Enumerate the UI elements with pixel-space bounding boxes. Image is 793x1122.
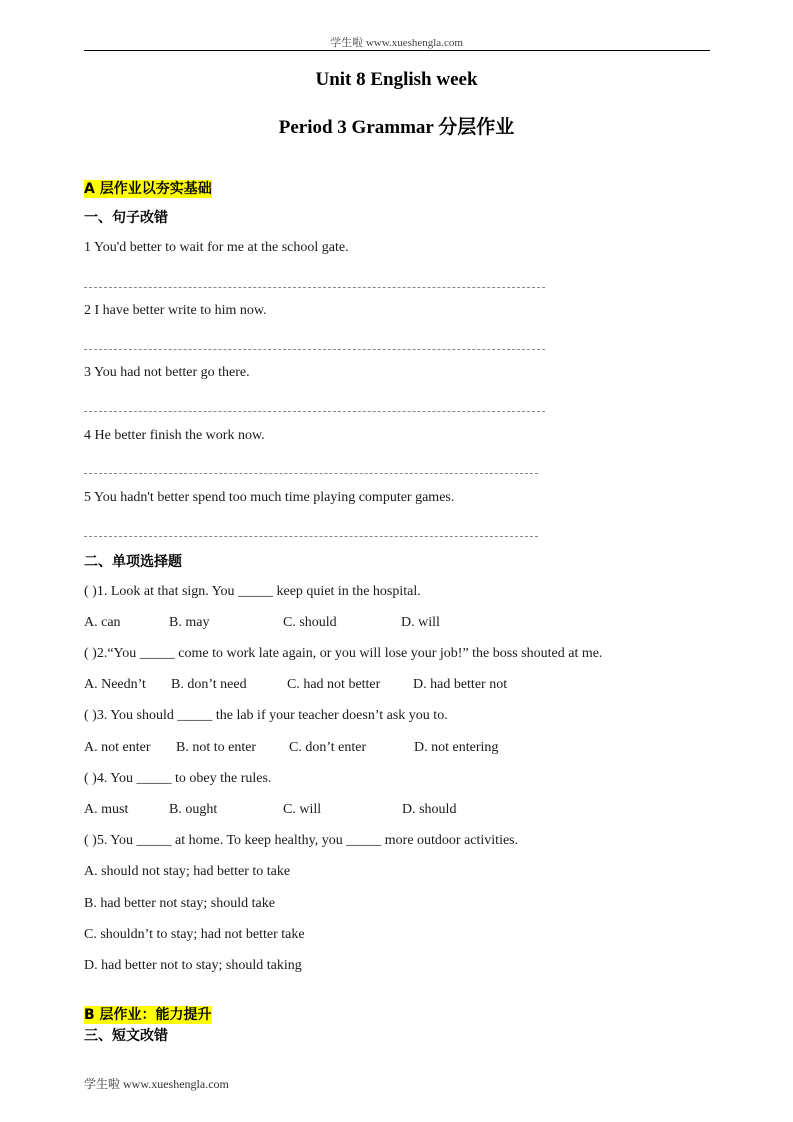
correction-item-5: 5 You hadn't better spend too much time playing computer games. [84,490,455,505]
option-b: B. not to enter [176,740,257,755]
option-b: B. may [169,615,210,630]
header-rule [84,50,710,51]
correction-item-2: 2 I have better write to him now. [84,303,267,318]
answer-line-1[interactable] [84,287,545,288]
option-a: A. not enter [84,740,151,755]
option-c: C. will [283,802,322,817]
option-d: D. had better not [413,677,508,692]
question-5-option-b: B. had better not stay; should take [84,896,275,911]
option-c: C. had not better [287,677,381,692]
option-c: C. don’t enter [289,740,367,755]
correction-item-4: 4 He better finish the work now. [84,428,265,443]
question-1-stem: ( )1. Look at that sign. You _____ keep quiet in the hospital. [84,584,421,599]
section-a-label: A 层作业以夯实基础 [84,181,212,197]
answer-line-4[interactable] [84,473,538,474]
option-c: C. should [283,615,337,630]
question-5-stem: ( )5. You _____ at home. To keep healthy, you _____ more outdoor activities. [84,833,519,848]
answer-line-2[interactable] [84,349,545,350]
option-d: D. will [401,615,440,630]
question-5-option-a: A. should not stay; had better to take [84,864,291,879]
correction-item-1: 1 You'd better to wait for me at the school gate. [84,240,349,255]
page-header: 学生啦 www.xueshengla.com [330,37,463,49]
option-d: D. not entering [414,740,499,755]
doc-title: Unit 8 English week [315,69,478,90]
option-b: B. don’t need [171,677,247,692]
correction-item-3: 3 You had not better go there. [84,365,250,380]
page-footer: 学生啦 www.xueshengla.com [84,1077,229,1091]
option-d: D. should [402,802,457,817]
part2-heading: 二、单项选择题 [84,554,182,570]
question-5-option-d: D. had better not to stay; should taking [84,958,302,973]
option-a: A. Needn’t [84,677,146,692]
option-a: A. must [84,802,129,817]
question-4-stem: ( )4. You _____ to obey the rules. [84,771,272,786]
answer-line-3[interactable] [84,411,545,412]
section-b-label: B 层作业：能力提升 [84,1007,212,1023]
doc-subtitle: Period 3 Grammar 分层作业 [278,117,515,138]
option-a: A. can [84,615,121,630]
option-b: B. ought [169,802,218,817]
part3-heading: 三、短文改错 [84,1028,168,1044]
part1-heading: 一、句子改错 [84,210,168,226]
question-5-option-c: C. shouldn’t to stay; had not better take [84,927,305,942]
answer-line-5[interactable] [84,536,538,537]
question-2-stem: ( )2.“You _____ come to work late again, or you will lose your job!” the boss shouted at me. [84,646,603,661]
question-3-stem: ( )3. You should _____ the lab if your teacher doesn’t ask you to. [84,708,448,723]
